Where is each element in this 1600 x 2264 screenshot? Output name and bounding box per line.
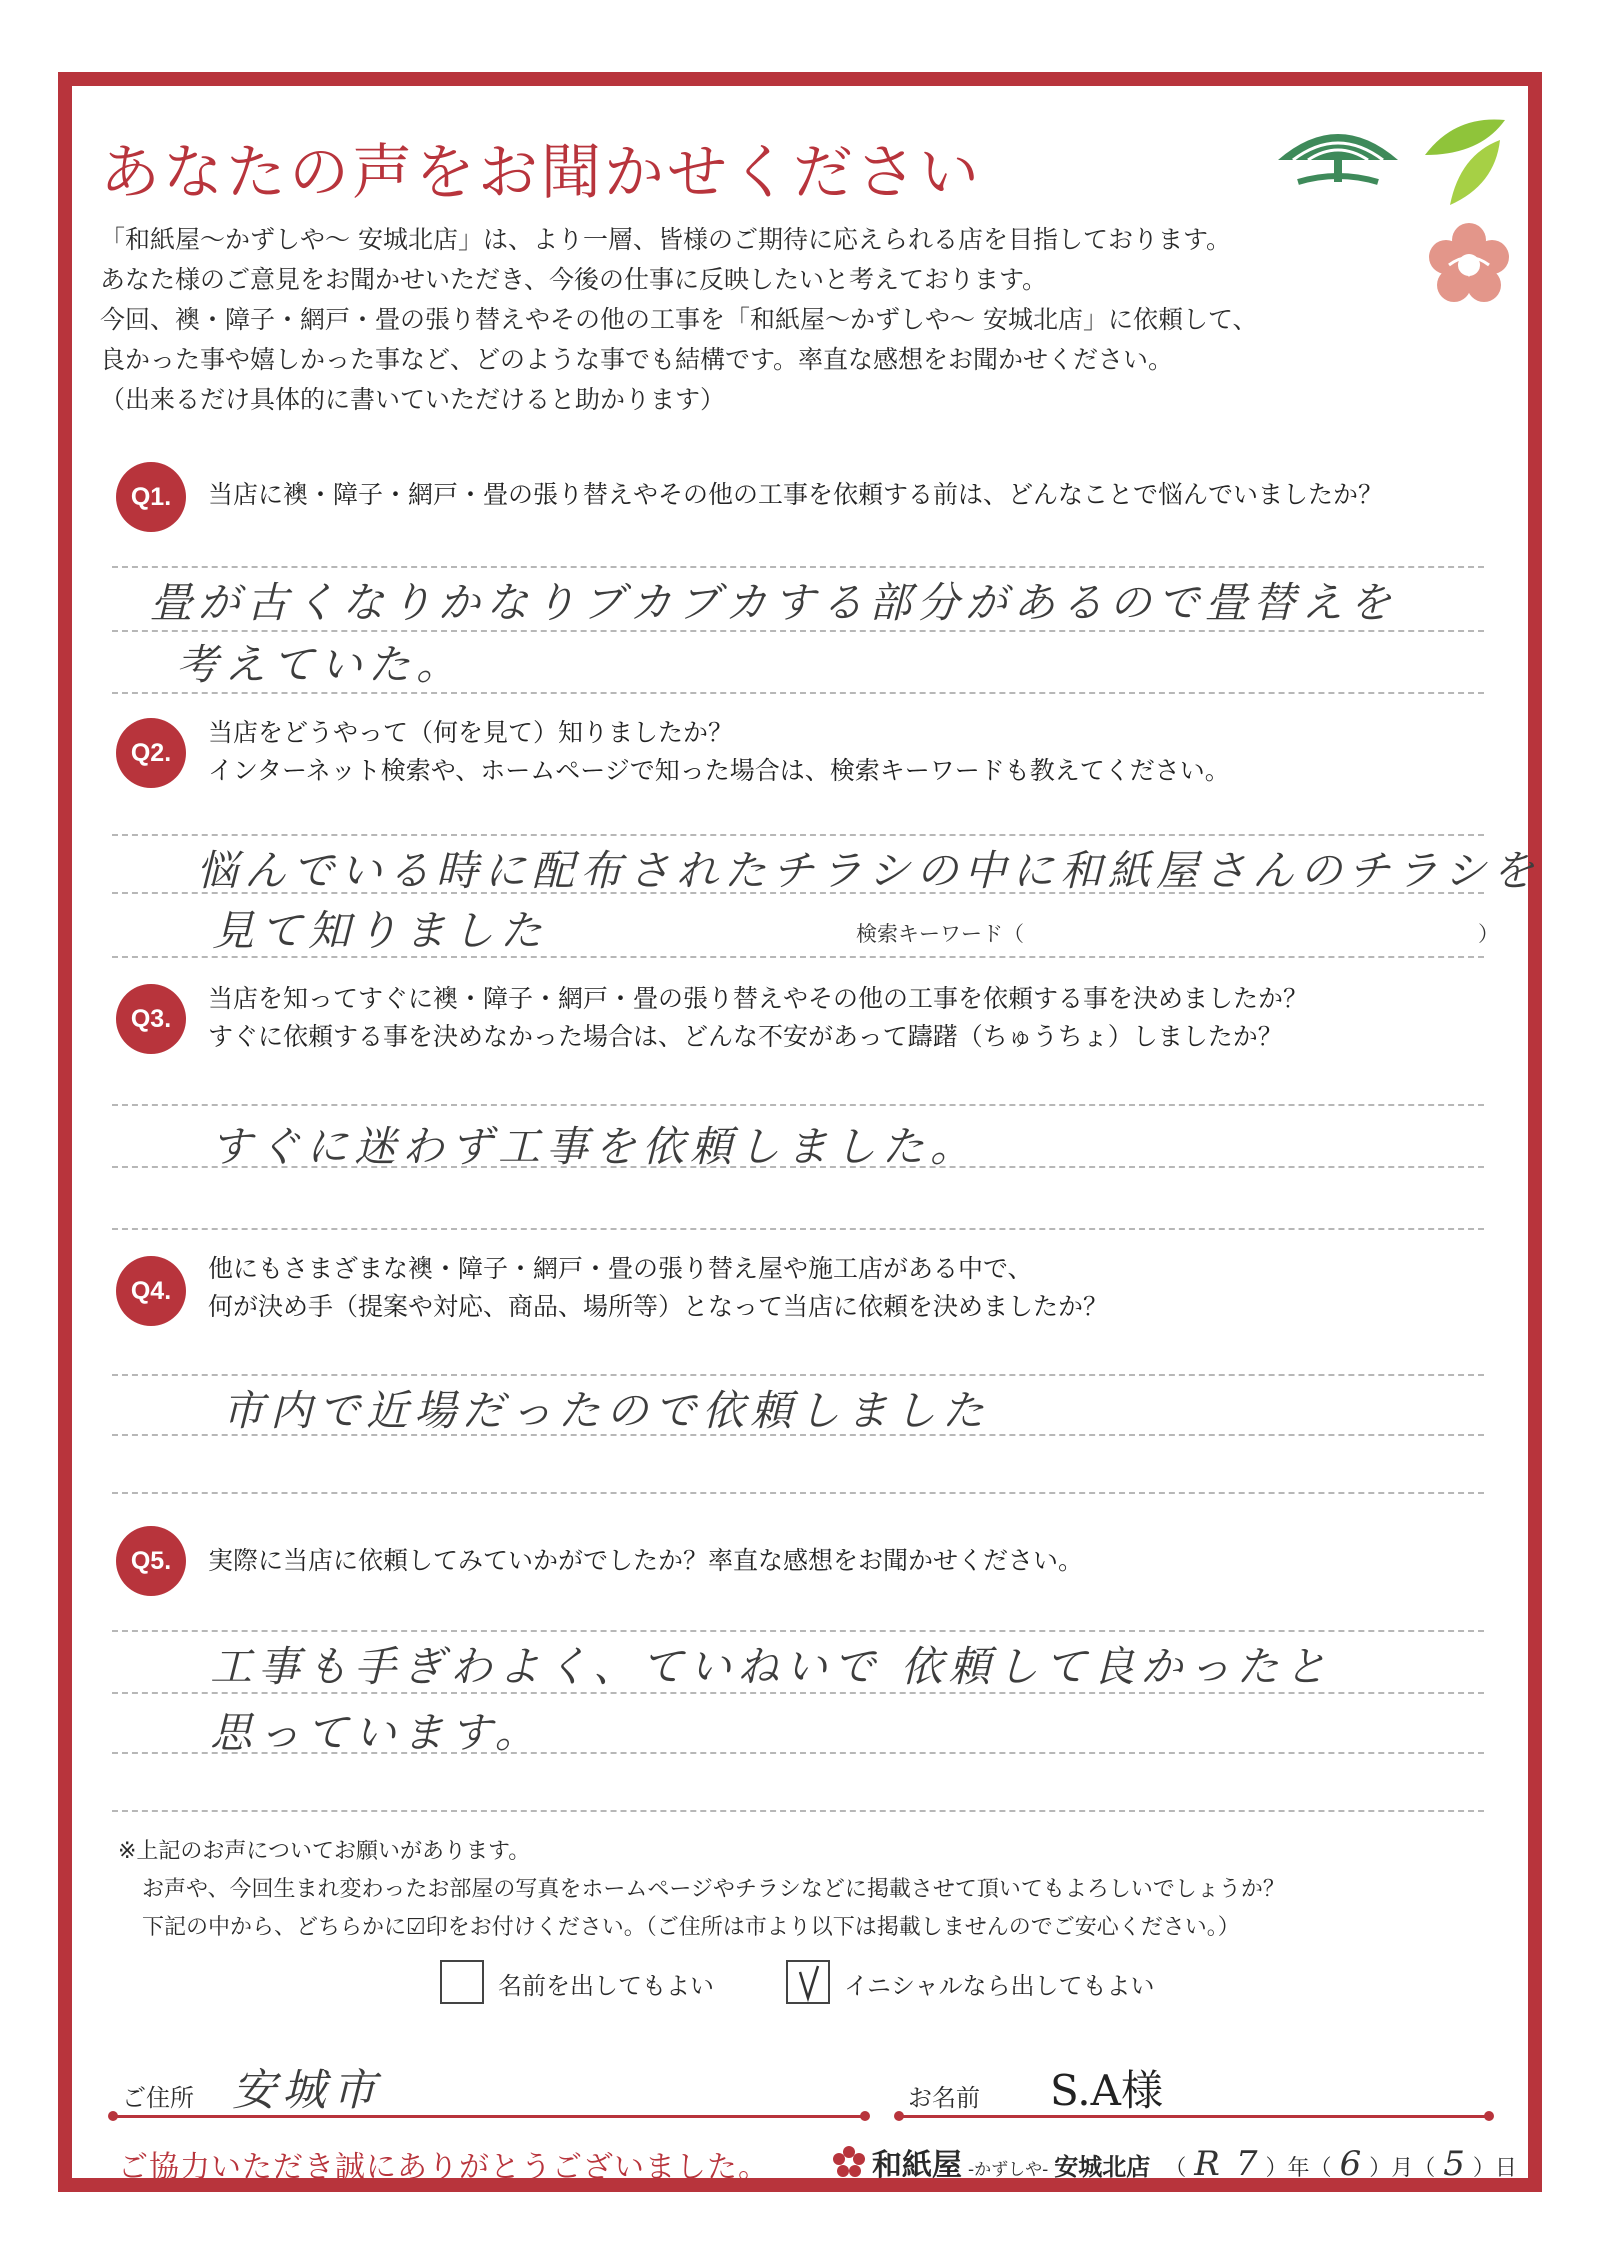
date-open: （ [1164, 2156, 1187, 2181]
rule-endpoint [1484, 2111, 1494, 2121]
answer-rule [112, 1166, 1484, 1168]
answer-rule [112, 1492, 1484, 1494]
notice-line: ※上記のお声についてお願いがあります。 [118, 1839, 531, 1864]
q2-answer-line: 悩んでいる時に配布されたチラシの中に和紙屋さんのチラシを [196, 846, 1541, 895]
q1-text [208, 476, 1383, 514]
answer-rule [112, 1692, 1484, 1694]
q1-badge: Q1. [116, 462, 186, 532]
answer-rule [112, 1104, 1484, 1106]
date-month: 6 [1339, 2144, 1362, 2184]
name-value: S.A様 [1050, 2066, 1163, 2115]
store-branch: 安城北店 [1054, 2152, 1151, 2181]
pine-icon [1268, 108, 1408, 198]
question-line: すぐに依頼する事を決めなかった場合は、どんな不安があって躊躇（ちゅうちょ）しましたか？ [208, 1022, 1283, 1051]
date-day: 5 [1443, 2144, 1465, 2184]
intro-line: あなた様のご意見をお聞かせいただき、今後の仕事に反映したいと考えております。 [100, 265, 1048, 294]
flower-logo-icon [832, 2145, 866, 2179]
search-keyword-label: 検索キーワード（ [856, 922, 1024, 946]
q2-badge: Q2. [116, 718, 186, 788]
month-label: ）月（ [1369, 2156, 1436, 2181]
answer-rule [112, 1810, 1484, 1812]
initials-ok-label: イニシャルなら出してもよい [844, 1972, 1155, 2000]
rule-endpoint [860, 2111, 870, 2121]
page-title: あなたの声をお聞かせください [100, 138, 982, 208]
initials-ok-checkbox[interactable] [786, 1960, 830, 2004]
date-year: 7 [1235, 2144, 1258, 2184]
checkmark-icon [788, 1962, 832, 2006]
q4-text [208, 1250, 1108, 1326]
answer-rule [112, 1630, 1484, 1632]
q1-answer-line: 畳が古くなりかなりブカブカする部分があるので畳替えを [150, 578, 1398, 627]
question-line: 当店に襖・障子・網戸・畳の張り替えやその他の工事を依頼する前は、どんなことで悩んでいましたか？ [208, 480, 1384, 509]
q3-text [208, 980, 1308, 1056]
store-kana: -かずしや- [968, 2160, 1049, 2180]
q2-text [208, 714, 1230, 790]
q5-badge: Q5. [116, 1526, 186, 1596]
q1-answer-line: 考えていた。 [176, 640, 465, 689]
answer-rule [112, 892, 1484, 894]
q4-answer-line: 市内で近場だったので依頼しました [222, 1386, 991, 1435]
question-line: インターネット検索や、ホームページで知った場合は、検索キーワードも教えてください。 [208, 756, 1230, 785]
answer-rule [112, 956, 1484, 958]
address-value: 安城市 [232, 2065, 382, 2116]
q3-answer-line: すぐに迷わず工事を依頼しました。 [210, 1122, 979, 1171]
intro-line: 今回、襖・障子・網戸・畳の張り替えやその他の工事を「和紙屋〜かずしや〜 安城北店」に依頼して、 [100, 305, 1258, 334]
q3-badge: Q3. [116, 984, 186, 1054]
intro-text [100, 220, 1400, 420]
question-line: 当店をどうやって（何を見て）知りましたか？ [208, 718, 734, 747]
thanks-message: ご協力いただき誠にありがとうございました。 [118, 2150, 769, 2185]
answer-rule [112, 692, 1484, 694]
answer-rule [112, 1434, 1484, 1436]
store-and-date [832, 2140, 1517, 2184]
question-line: 当店を知ってすぐに襖・障子・網戸・畳の張り替えやその他の工事を依頼する事を決めましたか？ [208, 984, 1309, 1013]
year-label: ）年（ [1265, 2156, 1332, 2181]
q4-badge: Q4. [116, 1256, 186, 1326]
search-keyword-close: ） [1478, 922, 1499, 946]
date-era: R [1194, 2144, 1220, 2184]
intro-line: 「和紙屋〜かずしや〜 安城北店」は、より一層、皆様のご期待に応えられる店を目指しております。 [100, 225, 1231, 254]
intro-line: （出来るだけ具体的に書いていただけると助かります） [100, 385, 726, 414]
plum-blossom-icon [1424, 220, 1514, 310]
address-rule [116, 2115, 864, 2118]
notice-line: お声や、今回生まれ変わったお部屋の写真をホームページやチラシなどに掲載させて頂いてもよろしいでしょうか？ [142, 1877, 1285, 1902]
publication-notice [118, 1833, 1285, 1947]
question-line: 何が決め手（提案や対応、商品、場所等）となって当店に依頼を決めましたか？ [208, 1292, 1109, 1321]
answer-rule [112, 834, 1484, 836]
notice-line: 下記の中から、どちらかに☑印をお付けください。（ご住所は市より以下は掲載しませんのでご安心ください。） [142, 1915, 1240, 1940]
name-ok-checkbox[interactable] [440, 1960, 484, 2004]
answer-rule [112, 1374, 1484, 1376]
name-ok-label: 名前を出してもよい [498, 1972, 714, 2000]
bamboo-leaf-icon [1410, 110, 1520, 210]
answer-rule [112, 566, 1484, 568]
answer-rule [112, 1228, 1484, 1230]
store-name: 和紙屋 [872, 2148, 962, 2183]
q5-answer-line: 思っています。 [210, 1708, 543, 1757]
question-line: 実際に当店に依頼してみていかがでしたか？率直な感想をお聞かせください。 [208, 1546, 1084, 1575]
answer-rule [112, 1752, 1484, 1754]
day-label: ）日 [1472, 2156, 1517, 2181]
intro-line: 良かった事や嬉しかった事など、どのような事でも結構です。率直な感想をお聞かせください。 [100, 345, 1174, 374]
q2-answer-line: 見て知りました [212, 906, 549, 955]
name-label: お名前 [908, 2084, 980, 2112]
address-label: ご住所 [122, 2084, 194, 2112]
q5-text [208, 1542, 1083, 1580]
question-line: 他にもさまざまな襖・障子・網戸・畳の張り替え屋や施工店がある中で、 [208, 1254, 1033, 1283]
name-rule [902, 2115, 1488, 2118]
checkmark-icon: ☑ [406, 1915, 426, 1940]
q5-answer-line: 工事も手ぎわよく、ていねいで 依頼して良かったと [210, 1642, 1333, 1691]
